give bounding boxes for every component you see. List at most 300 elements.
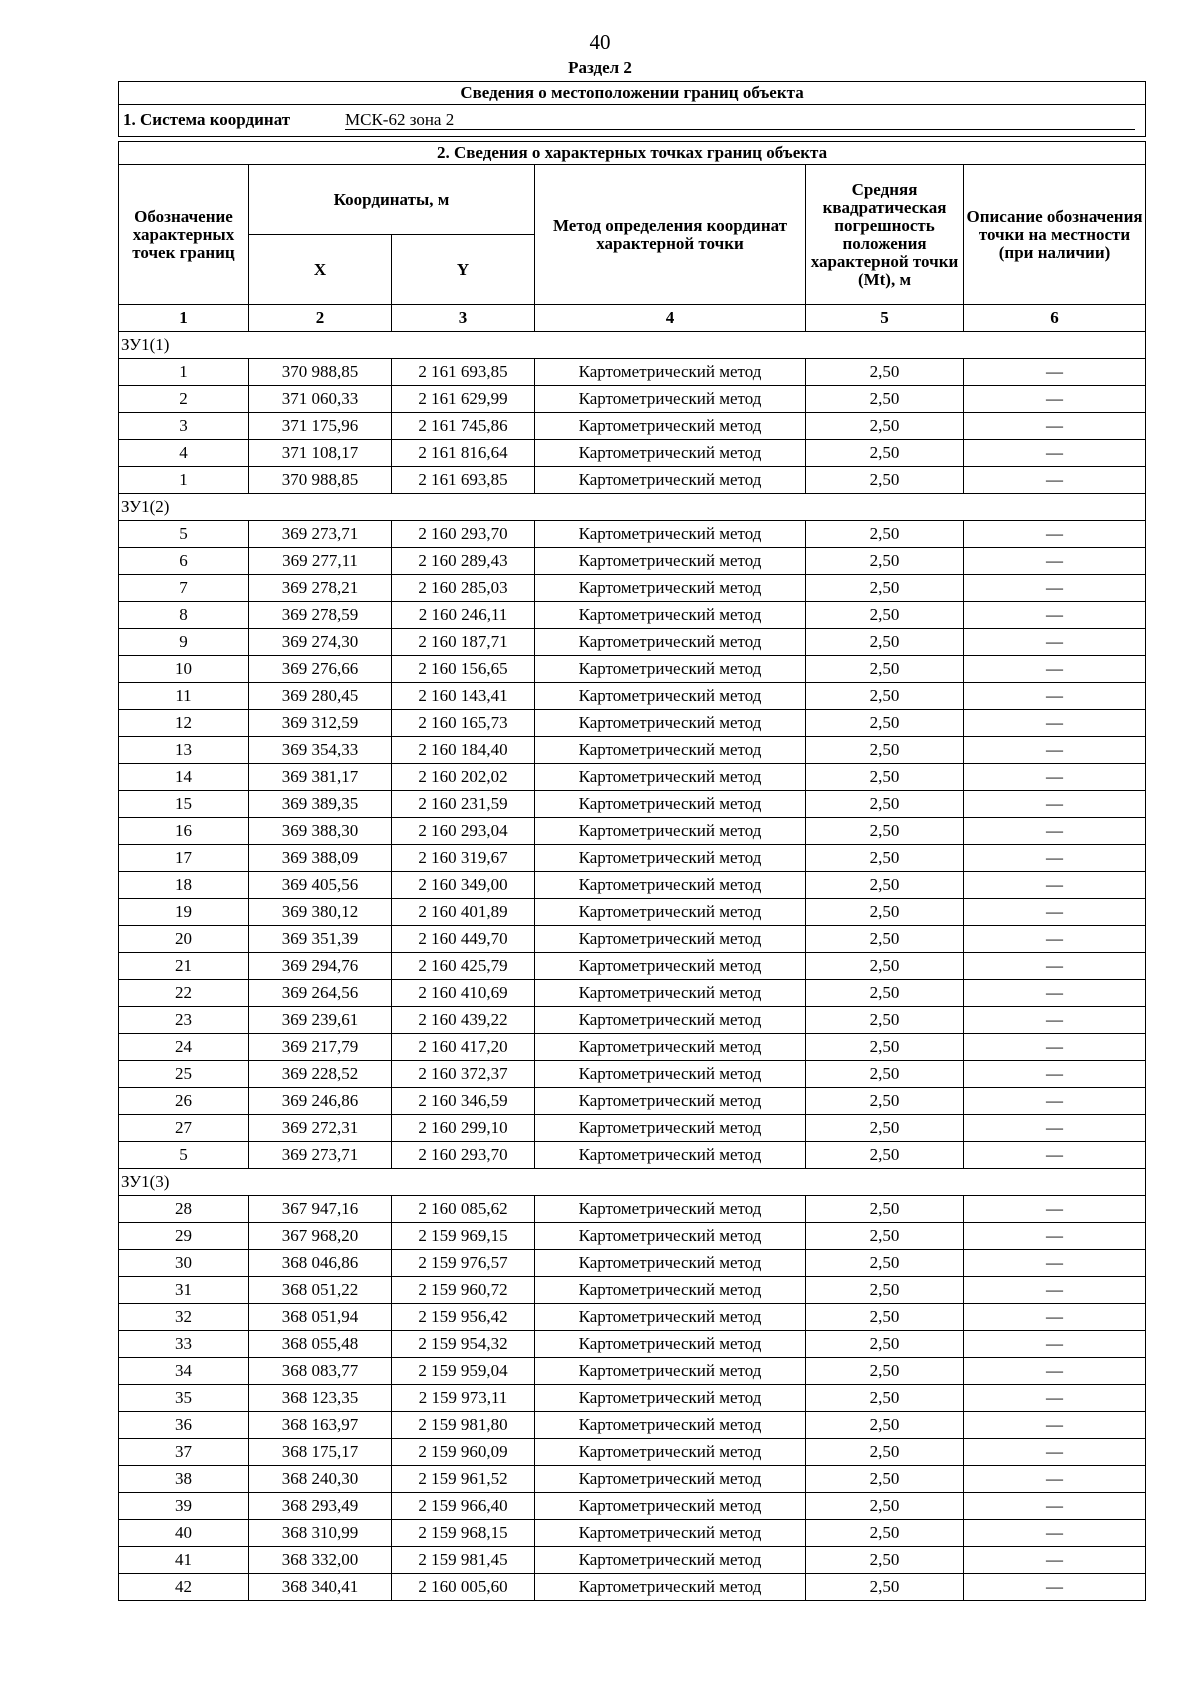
y-coordinate-cell: 2 160 005,60: [392, 1574, 535, 1601]
error-cell: 2,50: [806, 980, 964, 1007]
error-cell: 2,50: [806, 1223, 964, 1250]
y-coordinate-cell: 2 159 956,42: [392, 1304, 535, 1331]
error-cell: 2,50: [806, 1061, 964, 1088]
table-row: [119, 1250, 1146, 1277]
y-coordinate-cell: 2 160 410,69: [392, 980, 535, 1007]
description-cell: —: [964, 926, 1146, 953]
description-cell: —: [964, 1520, 1146, 1547]
method-cell: Картометрический метод: [535, 629, 806, 656]
error-cell: 2,50: [806, 710, 964, 737]
description-cell: —: [964, 872, 1146, 899]
error-cell: 2,50: [806, 737, 964, 764]
description-cell: —: [964, 386, 1146, 413]
y-coordinate-cell: 2 159 960,72: [392, 1277, 535, 1304]
description-cell: —: [964, 1358, 1146, 1385]
method-cell: Картометрический метод: [535, 1061, 806, 1088]
col-error-header: Средняя квадратическая погрешность положения характерной точки (Mt), м: [806, 165, 964, 305]
description-cell: —: [964, 845, 1146, 872]
table-row: [119, 1061, 1146, 1088]
error-cell: 2,50: [806, 683, 964, 710]
description-cell: —: [964, 1304, 1146, 1331]
point-number-cell: 3: [119, 413, 249, 440]
table-row: [119, 629, 1146, 656]
table-row: [119, 872, 1146, 899]
x-coordinate-cell: 368 332,00: [249, 1547, 392, 1574]
table-row: [119, 1493, 1146, 1520]
x-coordinate-cell: 369 354,33: [249, 737, 392, 764]
y-coordinate-cell: 2 160 289,43: [392, 548, 535, 575]
table-row: [119, 899, 1146, 926]
point-number-cell: 13: [119, 737, 249, 764]
section-title: Сведения о местоположении границ объекта: [119, 82, 1146, 105]
description-cell: —: [964, 1142, 1146, 1169]
table-row: [119, 926, 1146, 953]
point-number-cell: 19: [119, 899, 249, 926]
x-coordinate-cell: 369 388,09: [249, 845, 392, 872]
table-row: [119, 1574, 1146, 1601]
description-cell: —: [964, 899, 1146, 926]
error-cell: 2,50: [806, 629, 964, 656]
description-cell: —: [964, 1439, 1146, 1466]
method-cell: Картометрический метод: [535, 359, 806, 386]
description-cell: —: [964, 1466, 1146, 1493]
group-row: [119, 1169, 1146, 1196]
method-cell: Картометрический метод: [535, 1250, 806, 1277]
method-cell: Картометрический метод: [535, 1493, 806, 1520]
point-number-cell: 42: [119, 1574, 249, 1601]
method-cell: Картометрический метод: [535, 413, 806, 440]
y-coordinate-cell: 2 159 969,15: [392, 1223, 535, 1250]
y-coordinate-cell: 2 160 231,59: [392, 791, 535, 818]
description-cell: —: [964, 791, 1146, 818]
description-cell: —: [964, 710, 1146, 737]
method-cell: Картометрический метод: [535, 1358, 806, 1385]
col-designation-header: Обозначение характерных точек границ: [119, 165, 249, 305]
table-row: [119, 521, 1146, 548]
method-cell: Картометрический метод: [535, 575, 806, 602]
point-number-cell: 2: [119, 386, 249, 413]
description-cell: —: [964, 1250, 1146, 1277]
point-number-cell: 6: [119, 548, 249, 575]
y-coordinate-cell: 2 160 439,22: [392, 1007, 535, 1034]
error-cell: 2,50: [806, 1250, 964, 1277]
error-cell: 2,50: [806, 575, 964, 602]
error-cell: 2,50: [806, 818, 964, 845]
description-cell: —: [964, 656, 1146, 683]
error-cell: 2,50: [806, 413, 964, 440]
table-row: [119, 602, 1146, 629]
y-coordinate-cell: 2 160 293,70: [392, 521, 535, 548]
method-cell: Картометрический метод: [535, 1304, 806, 1331]
table-row: [119, 1007, 1146, 1034]
table-row: [119, 1277, 1146, 1304]
method-cell: Картометрический метод: [535, 710, 806, 737]
x-coordinate-cell: 368 163,97: [249, 1412, 392, 1439]
y-coordinate-cell: 2 160 143,41: [392, 683, 535, 710]
y-coordinate-cell: 2 160 299,10: [392, 1115, 535, 1142]
point-number-cell: 14: [119, 764, 249, 791]
y-coordinate-cell: 2 160 202,02: [392, 764, 535, 791]
table-row: [119, 1034, 1146, 1061]
x-coordinate-cell: 369 272,31: [249, 1115, 392, 1142]
table-row: [119, 791, 1146, 818]
description-cell: —: [964, 521, 1146, 548]
description-cell: —: [964, 359, 1146, 386]
col-coords-header: Координаты, м: [249, 165, 535, 235]
error-cell: 2,50: [806, 1034, 964, 1061]
error-cell: 2,50: [806, 386, 964, 413]
point-number-cell: 27: [119, 1115, 249, 1142]
point-number-cell: 25: [119, 1061, 249, 1088]
y-coordinate-cell: 2 160 346,59: [392, 1088, 535, 1115]
error-cell: 2,50: [806, 1547, 964, 1574]
section-label: Раздел 2: [568, 58, 632, 77]
x-coordinate-cell: 369 280,45: [249, 683, 392, 710]
x-coordinate-cell: 368 046,86: [249, 1250, 392, 1277]
error-cell: 2,50: [806, 1358, 964, 1385]
y-coordinate-cell: 2 159 961,52: [392, 1466, 535, 1493]
y-coordinate-cell: 2 160 293,04: [392, 818, 535, 845]
page-number: 40: [589, 30, 611, 54]
x-coordinate-cell: 368 340,41: [249, 1574, 392, 1601]
y-coordinate-cell: 2 160 349,00: [392, 872, 535, 899]
description-cell: —: [964, 1061, 1146, 1088]
error-cell: 2,50: [806, 521, 964, 548]
coordinate-system-row: [119, 105, 1146, 137]
method-cell: Картометрический метод: [535, 926, 806, 953]
x-coordinate-cell: 369 351,39: [249, 926, 392, 953]
y-coordinate-cell: 2 160 285,03: [392, 575, 535, 602]
y-coordinate-cell: 2 159 968,15: [392, 1520, 535, 1547]
error-cell: 2,50: [806, 1304, 964, 1331]
col-number: 5: [806, 305, 964, 332]
table-row: [119, 683, 1146, 710]
point-number-cell: 34: [119, 1358, 249, 1385]
method-cell: Картометрический метод: [535, 1223, 806, 1250]
method-cell: Картометрический метод: [535, 1547, 806, 1574]
table-row: [119, 1385, 1146, 1412]
x-coordinate-cell: 369 276,66: [249, 656, 392, 683]
description-cell: —: [964, 440, 1146, 467]
y-coordinate-cell: 2 160 372,37: [392, 1061, 535, 1088]
x-coordinate-cell: 367 968,20: [249, 1223, 392, 1250]
description-cell: —: [964, 1088, 1146, 1115]
point-number-cell: 5: [119, 1142, 249, 1169]
table-row: [119, 845, 1146, 872]
method-cell: Картометрический метод: [535, 1520, 806, 1547]
y-coordinate-cell: 2 160 449,70: [392, 926, 535, 953]
y-coordinate-cell: 2 160 085,62: [392, 1196, 535, 1223]
group-row: [119, 494, 1146, 521]
method-cell: Картометрический метод: [535, 1331, 806, 1358]
table-row: [119, 953, 1146, 980]
boundary-document: [118, 81, 1145, 1601]
point-number-cell: 1: [119, 467, 249, 494]
table-row: [119, 1223, 1146, 1250]
point-number-cell: 20: [119, 926, 249, 953]
table-row: [119, 737, 1146, 764]
method-cell: Картометрический метод: [535, 872, 806, 899]
method-cell: Картометрический метод: [535, 1412, 806, 1439]
point-number-cell: 32: [119, 1304, 249, 1331]
x-coordinate-cell: 369 388,30: [249, 818, 392, 845]
description-cell: —: [964, 818, 1146, 845]
x-coordinate-cell: 368 293,49: [249, 1493, 392, 1520]
description-cell: —: [964, 1223, 1146, 1250]
x-coordinate-cell: 369 217,79: [249, 1034, 392, 1061]
table-row: [119, 359, 1146, 386]
coordinate-system-value: МСК-62 зона 2: [345, 111, 1135, 130]
point-number-cell: 40: [119, 1520, 249, 1547]
error-cell: 2,50: [806, 1277, 964, 1304]
table-row: [119, 1115, 1146, 1142]
y-coordinate-cell: 2 159 966,40: [392, 1493, 535, 1520]
x-coordinate-cell: 368 123,35: [249, 1385, 392, 1412]
description-cell: —: [964, 413, 1146, 440]
points-table: [118, 81, 1146, 1601]
point-number-cell: 12: [119, 710, 249, 737]
error-cell: 2,50: [806, 926, 964, 953]
points-title: 2. Сведения о характерных точках границ объекта: [119, 142, 1146, 165]
point-number-cell: 28: [119, 1196, 249, 1223]
x-coordinate-cell: 369 278,59: [249, 602, 392, 629]
error-cell: 2,50: [806, 1088, 964, 1115]
point-number-cell: 18: [119, 872, 249, 899]
group-name: ЗУ1(3): [119, 1169, 1146, 1196]
description-cell: —: [964, 575, 1146, 602]
table-row: [119, 1412, 1146, 1439]
method-cell: Картометрический метод: [535, 1196, 806, 1223]
method-cell: Картометрический метод: [535, 899, 806, 926]
error-cell: 2,50: [806, 845, 964, 872]
method-cell: Картометрический метод: [535, 1574, 806, 1601]
table-row: [119, 440, 1146, 467]
error-cell: 2,50: [806, 1520, 964, 1547]
table-row: [119, 1520, 1146, 1547]
method-cell: Картометрический метод: [535, 764, 806, 791]
col-y-header: Y: [392, 235, 535, 305]
y-coordinate-cell: 2 159 954,32: [392, 1331, 535, 1358]
description-cell: —: [964, 953, 1146, 980]
y-coordinate-cell: 2 159 976,57: [392, 1250, 535, 1277]
table-row: [119, 575, 1146, 602]
table-row: [119, 818, 1146, 845]
description-cell: —: [964, 1574, 1146, 1601]
table-row: [119, 1358, 1146, 1385]
method-cell: Картометрический метод: [535, 548, 806, 575]
error-cell: 2,50: [806, 359, 964, 386]
y-coordinate-cell: 2 159 981,45: [392, 1547, 535, 1574]
x-coordinate-cell: 369 389,35: [249, 791, 392, 818]
table-row: [119, 1331, 1146, 1358]
description-cell: —: [964, 602, 1146, 629]
error-cell: 2,50: [806, 602, 964, 629]
point-number-cell: 31: [119, 1277, 249, 1304]
x-coordinate-cell: 369 274,30: [249, 629, 392, 656]
error-cell: 2,50: [806, 1412, 964, 1439]
point-number-cell: 36: [119, 1412, 249, 1439]
x-coordinate-cell: 369 277,11: [249, 548, 392, 575]
y-coordinate-cell: 2 160 401,89: [392, 899, 535, 926]
error-cell: 2,50: [806, 548, 964, 575]
table-row: [119, 1142, 1146, 1169]
col-number: 1: [119, 305, 249, 332]
method-cell: Картометрический метод: [535, 386, 806, 413]
description-cell: —: [964, 1385, 1146, 1412]
description-cell: —: [964, 1547, 1146, 1574]
y-coordinate-cell: 2 161 693,85: [392, 467, 535, 494]
error-cell: 2,50: [806, 1142, 964, 1169]
description-cell: —: [964, 467, 1146, 494]
method-cell: Картометрический метод: [535, 1277, 806, 1304]
method-cell: Картометрический метод: [535, 1088, 806, 1115]
y-coordinate-cell: 2 160 293,70: [392, 1142, 535, 1169]
point-number-cell: 35: [119, 1385, 249, 1412]
group-name: ЗУ1(2): [119, 494, 1146, 521]
point-number-cell: 4: [119, 440, 249, 467]
point-number-cell: 16: [119, 818, 249, 845]
table-row: [119, 1547, 1146, 1574]
point-number-cell: 23: [119, 1007, 249, 1034]
description-cell: —: [964, 737, 1146, 764]
col-method-header: Метод определения координат характерной точки: [535, 165, 806, 305]
point-number-cell: 38: [119, 1466, 249, 1493]
error-cell: 2,50: [806, 764, 964, 791]
error-cell: 2,50: [806, 872, 964, 899]
method-cell: Картометрический метод: [535, 1115, 806, 1142]
method-cell: Картометрический метод: [535, 791, 806, 818]
description-cell: —: [964, 764, 1146, 791]
description-cell: —: [964, 1115, 1146, 1142]
description-cell: —: [964, 683, 1146, 710]
method-cell: Картометрический метод: [535, 980, 806, 1007]
y-coordinate-cell: 2 159 959,04: [392, 1358, 535, 1385]
point-number-cell: 22: [119, 980, 249, 1007]
method-cell: Картометрический метод: [535, 521, 806, 548]
point-number-cell: 11: [119, 683, 249, 710]
col-number: 6: [964, 305, 1146, 332]
method-cell: Картометрический метод: [535, 1466, 806, 1493]
col-number: 2: [249, 305, 392, 332]
x-coordinate-cell: 368 175,17: [249, 1439, 392, 1466]
description-cell: —: [964, 1277, 1146, 1304]
x-coordinate-cell: 371 060,33: [249, 386, 392, 413]
table-row: [119, 1196, 1146, 1223]
description-cell: —: [964, 1034, 1146, 1061]
point-number-cell: 39: [119, 1493, 249, 1520]
y-coordinate-cell: 2 160 417,20: [392, 1034, 535, 1061]
col-number: 3: [392, 305, 535, 332]
y-coordinate-cell: 2 161 693,85: [392, 359, 535, 386]
error-cell: 2,50: [806, 791, 964, 818]
x-coordinate-cell: 370 988,85: [249, 467, 392, 494]
x-coordinate-cell: 369 273,71: [249, 1142, 392, 1169]
point-number-cell: 30: [119, 1250, 249, 1277]
description-cell: —: [964, 629, 1146, 656]
col-description-header: Описание обозначения точки на местности (при наличии): [964, 165, 1146, 305]
x-coordinate-cell: 369 228,52: [249, 1061, 392, 1088]
error-cell: 2,50: [806, 1466, 964, 1493]
description-cell: —: [964, 1196, 1146, 1223]
error-cell: 2,50: [806, 1493, 964, 1520]
point-number-cell: 5: [119, 521, 249, 548]
point-number-cell: 15: [119, 791, 249, 818]
description-cell: —: [964, 1412, 1146, 1439]
method-cell: Картометрический метод: [535, 602, 806, 629]
x-coordinate-cell: 368 051,94: [249, 1304, 392, 1331]
y-coordinate-cell: 2 160 184,40: [392, 737, 535, 764]
error-cell: 2,50: [806, 1385, 964, 1412]
method-cell: Картометрический метод: [535, 1439, 806, 1466]
y-coordinate-cell: 2 161 816,64: [392, 440, 535, 467]
point-number-cell: 21: [119, 953, 249, 980]
table-row: [119, 386, 1146, 413]
x-coordinate-cell: 371 175,96: [249, 413, 392, 440]
x-coordinate-cell: 367 947,16: [249, 1196, 392, 1223]
x-coordinate-cell: 371 108,17: [249, 440, 392, 467]
method-cell: Картометрический метод: [535, 953, 806, 980]
group-row: [119, 332, 1146, 359]
point-number-cell: 26: [119, 1088, 249, 1115]
y-coordinate-cell: 2 161 629,99: [392, 386, 535, 413]
error-cell: 2,50: [806, 899, 964, 926]
y-coordinate-cell: 2 160 156,65: [392, 656, 535, 683]
table-row: [119, 1439, 1146, 1466]
y-coordinate-cell: 2 161 745,86: [392, 413, 535, 440]
table-row: [119, 1304, 1146, 1331]
method-cell: Картометрический метод: [535, 683, 806, 710]
point-number-cell: 37: [119, 1439, 249, 1466]
description-cell: —: [964, 548, 1146, 575]
table-row: [119, 1466, 1146, 1493]
x-coordinate-cell: 369 246,86: [249, 1088, 392, 1115]
method-cell: Картометрический метод: [535, 1142, 806, 1169]
table-row: [119, 413, 1146, 440]
x-coordinate-cell: 369 278,21: [249, 575, 392, 602]
method-cell: Картометрический метод: [535, 656, 806, 683]
point-number-cell: 24: [119, 1034, 249, 1061]
y-coordinate-cell: 2 160 319,67: [392, 845, 535, 872]
point-number-cell: 17: [119, 845, 249, 872]
y-coordinate-cell: 2 160 165,73: [392, 710, 535, 737]
method-cell: Картометрический метод: [535, 1007, 806, 1034]
method-cell: Картометрический метод: [535, 1385, 806, 1412]
error-cell: 2,50: [806, 1574, 964, 1601]
error-cell: 2,50: [806, 656, 964, 683]
col-x-header: X: [249, 235, 392, 305]
point-number-cell: 9: [119, 629, 249, 656]
point-number-cell: 41: [119, 1547, 249, 1574]
method-cell: Картометрический метод: [535, 737, 806, 764]
x-coordinate-cell: 368 055,48: [249, 1331, 392, 1358]
error-cell: 2,50: [806, 440, 964, 467]
table-row: [119, 656, 1146, 683]
table-row: [119, 980, 1146, 1007]
x-coordinate-cell: 369 294,76: [249, 953, 392, 980]
table-row: [119, 710, 1146, 737]
table-row: [119, 548, 1146, 575]
error-cell: 2,50: [806, 1196, 964, 1223]
point-number-cell: 1: [119, 359, 249, 386]
y-coordinate-cell: 2 160 425,79: [392, 953, 535, 980]
method-cell: Картометрический метод: [535, 467, 806, 494]
error-cell: 2,50: [806, 1439, 964, 1466]
table-row: [119, 1088, 1146, 1115]
y-coordinate-cell: 2 160 187,71: [392, 629, 535, 656]
x-coordinate-cell: 369 312,59: [249, 710, 392, 737]
description-cell: —: [964, 1331, 1146, 1358]
table-row: [119, 467, 1146, 494]
